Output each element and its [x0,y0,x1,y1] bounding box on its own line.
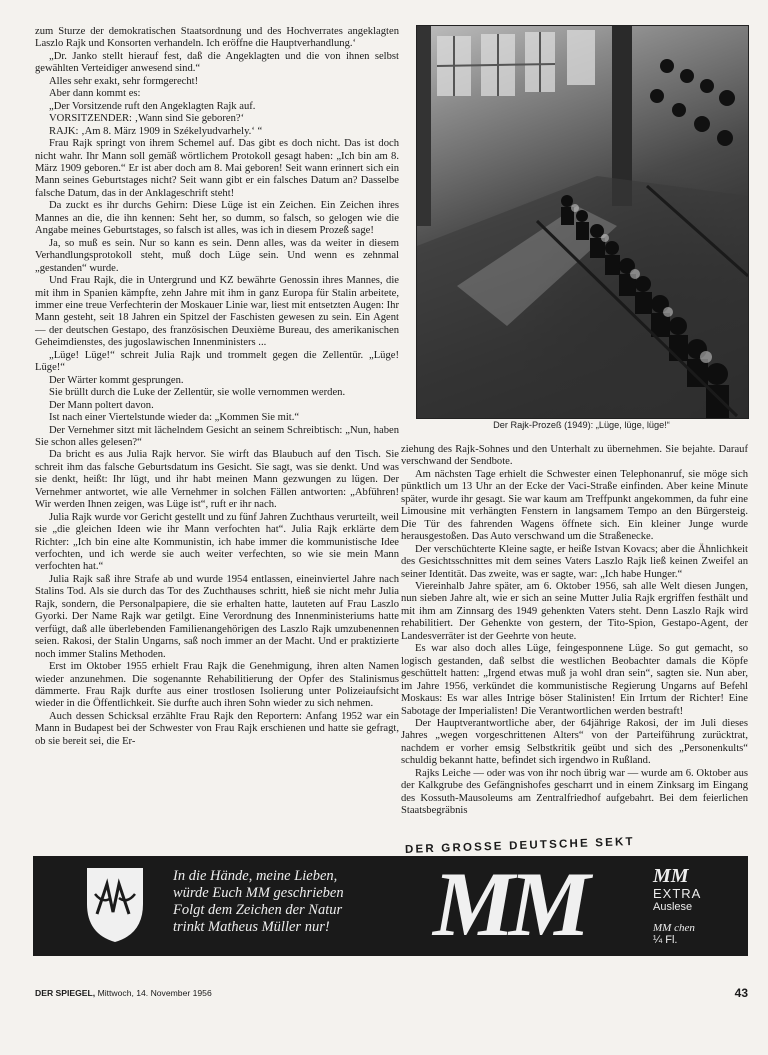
article-paragraph: Erst im Oktober 1955 erhielt Frau Rajk die Genehmigung, ihren alten Namen wieder anzunehmen. Die sogenannte Rehabilitierung der Opfer des Stalinismus dämmerte. Frau Rajk durfte aus einer trostlosen Isolierung unter Polizeiaufsicht wieder in die Öffentlichkeit. Sie durfte auch ihren Sohn wieder zu sich nehmen. [35,661,399,710]
article-paragraph: „Der Vorsitzende ruft den Angeklagten Rajk auf. [49,100,256,112]
article-paragraph: Da zuckt es ihr durchs Gehirn: Diese Lüge ist ein Zeichen. Ein Zeichen ihres Mannes an die, die ihn kennen: Seht her, so dumm, so falsch, so gelogen wie die Angabe meines Geburtstages, so falsch ist alles, was ich in diesem Prozeß sage! [35,200,399,237]
article-paragraph: Der Vernehmer sitzt mit lächelndem Gesicht an seinem Schreibtisch: „Nun, haben Sie schon alles gelesen?“ [35,424,399,448]
courtroom-photo [416,25,749,419]
ad-slogan [173,868,433,936]
article-paragraph: Julia Rajk wurde vor Gericht gestellt und zu fünf Jahren Zuchthaus verurteilt, weil sie „die gleichen Ideen wie ihr Mann verfochten hat“. Julia Rajk erklärte dem Richter: „Ich bin eine alte Kommunistin, ich habe immer die kommunistische Idee verfochten, und ich werde sie auch weiter verfechten, so wie sie mein Mann verfochten hat.“ [35,511,399,573]
footer-magazine: DER SPIEGEL, [35,988,96,998]
ad-brand-extra: EXTRA [653,886,702,901]
ad-brand-block [653,866,743,947]
article-paragraph: „Lüge! Lüge!“ schreit Julia Rajk und trommelt gegen die Zellentür. „Lüge! Lüge!“ [35,349,399,374]
article-paragraph: Sie brüllt durch die Luke der Zellentür, sie wolle vernommen werden. [49,387,346,399]
article-paragraph: Viereinhalb Jahre später, am 6. Oktober 1956, sah alle Welt diesen Jungen, nun sieben Jahre alt, wie er sich an seine Mutter Julia Rajk ergriffen festhält und mit ihm am Zinnsarg des 1949 gehenkten Vaters steht. Denn Laszlo Rajk wird rehabilitiert. Der Gehenkte von gestern, der Tito-Spion, Gestapo-Agent, der Landesverräter ist der Geehrte von heute. [401,580,748,642]
footer-date: Mittwoch, 14. November 1956 [97,988,212,998]
article-paragraph: VORSITZENDER: ‚Wann sind Sie geboren?‘ [49,113,245,125]
ad-slogan-line: Folgt dem Zeichen der Natur [173,902,343,918]
article-paragraph: Am nächsten Tage erhielt die Schwester einen Telephonanruf, sie möge sich pünktlich um 13 Uhr an der Ecke der Vaci-Straße einfinden. Aber keine Minute später, wurde ihr gesagt. Sie war kaum am Treffpunkt angekommen, da fuhr eine Limousine mit verhängten Fenstern in langsamem Tempo an den Bürgersteig. Die Tür des fahrenden Wagens öffnete sich. Ein kleiner Junge wurde herausgestoßen. Das Auto verschwand um die Straßenecke. [401,468,748,543]
article-paragraph: Da bricht es aus Julia Rajk hervor. Sie wirft das Blaubuch auf den Tisch. Sie schreit ihm das falsche Geburtsdatum ins Gesicht. Sie sagt, was sie denkt. Und was sie denkt, heißt: Ihr lügt, und ihr habt meinen Mann gezwungen zu lügen. Der Vernehmer antwortet, wie alle Vernehmer in solchen Fällen antworten: „Abführen! Wir werden Ihnen zeigen, was Lüge ist“, ruft er ihr nach. [35,449,399,511]
article-paragraph: Rajks Leiche — oder was von ihr noch übrig war — wurde am 6. Oktober aus der Kalkgrube des Gefängnishofes gescharrt und in einem Zinksarg im Eingang des Kossuth-Mausoleums am Zentralfriedhof aufgebahrt. Bei dem feierlichen Staatsbegräbnis [401,767,748,817]
photo-caption: Der Rajk-Prozeß (1949): „Lüge, lüge, lüge!“ [493,420,670,430]
ad-brand-small [653,922,743,934]
article-paragraph: Frau Rajk springt von ihrem Schemel auf. Das gibt es doch nicht. Das ist doch nicht wahr. Ihr Mann soll gemäß wörtlichem Protokoll gesagt haben: „Ich bin am 8. März 1909 geboren.“ Er ist aber doch am 8. Mai geboren! Seit wann erinnert sich ein Mann seines Geburtstages nicht? Seit wann gibt er ein falsches Datum an? Dasselbe falsche Datum, das in der Anklageschrift steht! [35,138,399,199]
article-paragraph: Der verschüchterte Kleine sagte, er heiße Istvan Kovacs; aber die Ähnlichkeit des Gesichtsschnittes mit dem seines Vaters Laszlo Rajk ließ keinen Zweifel an seiner Identität. Das zweite, was er sagte, war: „Ich habe Hunger.“ [401,543,748,580]
footer-publication [35,988,212,998]
ad-slogan-line: würde Euch MM geschrieben [173,885,344,901]
article-paragraph: Der Wärter kommt gesprungen. [49,374,184,386]
page-footer [35,986,748,1002]
hands-emblem-icon [83,864,147,944]
article-paragraph: Ist nach einer Viertelstunde wieder da: „Kommen Sie mit.“ [49,412,300,424]
ad-brand-logo: MM [653,865,689,887]
ad-slogan-line: In die Hände, meine Lieben, [173,868,338,884]
article-paragraph: zum Sturze der demokratischen Staatsordnung und des Hochverrates angeklagten Laszlo Rajk und Konsorten verhandeln. Ich eröffne die Hauptverhandlung.‘ [35,26,399,50]
ad-top-banner [33,835,748,858]
sekt-advertisement [33,856,748,956]
ad-slogan-line: trinkt Matheus Müller nur! [173,919,330,935]
ad-top-line: DER GROSSE DEUTSCHE SEKT [404,835,635,857]
article-paragraph: Der Mann poltert davon. [49,399,154,411]
article-paragraph: Alles sehr exakt, sehr formgerecht! [49,75,199,87]
article-paragraph: Aber dann kommt es: [49,88,141,100]
article-paragraph: „Dr. Janko stellt hierauf fest, daß die Angeklagten und die von ihnen selbst gewählten Verteidiger anwesend sind.“ [35,50,399,75]
article-paragraph: Julia Rajk saß ihre Strafe ab und wurde 1954 entlassen, eineinviertel Jahre nach Stalins Tod. Als sie durch das Tor des Zuchthauses schritt, hieß sie nicht mehr Julia Rajk, sondern, die Personalpapiere, die sie erhalten hatte, lauteten auf Frau Laszlo Gyorki. Der Name Rajk war getilgt. Eine Verordnung des Innenministeriums hatte verfügt, daß alle überlebenden Familienangehörigen des Laszlo Rajk umzubenennen seien. Rakosi, der Stalin Ungarns, saß noch immer an der Macht. Und er praktizierte noch immer Stalins Methoden. [35,573,399,660]
article-paragraph: RAJK: ‚Am 8. März 1909 in Székelyudvarhely.‘ “ [49,125,263,137]
ad-brand-size: ¼ Fl. [653,934,678,946]
article-paragraph: Und Frau Rajk, die in Untergrund und KZ bewährte Genossin ihres Mannes, die mit ihm in Spanien kämpfte, zehn Jahre mit ihm in ganz Europa für Stalin arbeitete, immer eine treue Verfechterin der Moskauer Linie war, liest mit entsetzten Augen: Ihr Mann gesteht, seit 18 Jahren ein Spitzel der Faschisten gewesen zu sein. Ein Agent — der deutschen Gestapo, des französischen Deuxième Bureau, des amerikanischen Geheimdienstes, des jugoslawischen Innenministers ... [35,275,399,349]
article-paragraph: ziehung des Rajk-Sohnes und den Unterhalt zu übernehmen. Sie bejahte. Darauf verschwand der Sendbote. [401,444,748,468]
article-paragraph: Ja, so muß es sein. Nur so kann es sein. Denn alles, was da weiter in diesem Verhandlungsprotokoll steht, muß doch Lüge sein. Und wenn es zehnmal „gestanden“ wurde. [35,237,399,274]
page-number: 43 [734,986,748,1000]
ad-big-logo: MM [433,856,585,955]
courtroom-photo-icon [417,26,748,418]
ad-brand-auslese: Auslese [653,901,693,913]
article-column-left [35,26,399,748]
article-paragraph: Es war also doch alles Lüge, feingesponnene Lüge. So gut gemacht, so logisch gestanden, daß selbst die westlichen Beobachter damals die Köpfe geschüttelt hatten: „Irgend etwas muß ja wohl dran sein“, sagten sie. Nun aber, im Jahre 1956, verkündet die kommunistische Regierung Ungarns auf Befehl Moskaus: Es war alles Intrige böser Stalinisten! Ein Irrtum der Richter! Eine Sabotage der Imperialisten! Die Verantwortlichen werden bestraft! [401,643,748,717]
article-paragraph: Der Hauptverantwortliche aber, der 64jährige Rakosi, der im Juli dieses Jahres „wegen vorgeschrittenen Alters“ von der Parteiführung zurücktrat, nachdem er vorher emsig Selbstkritik geübt und sich des „Personenkults“ schuldig bekannt hatte, befindet sich irgendwo in Rußland. [401,717,748,767]
article-paragraph: Auch dessen Schicksal erzählte Frau Rajk den Reportern: Anfang 1952 war ein Mann in Budapest bei der Schwester von Frau Rajk erschienen und hatte sie gefragt, ob sie bereit sei, die Er- [35,710,399,747]
article-column-right [401,444,748,818]
ad-brand-small-text: MM chen [653,922,695,934]
